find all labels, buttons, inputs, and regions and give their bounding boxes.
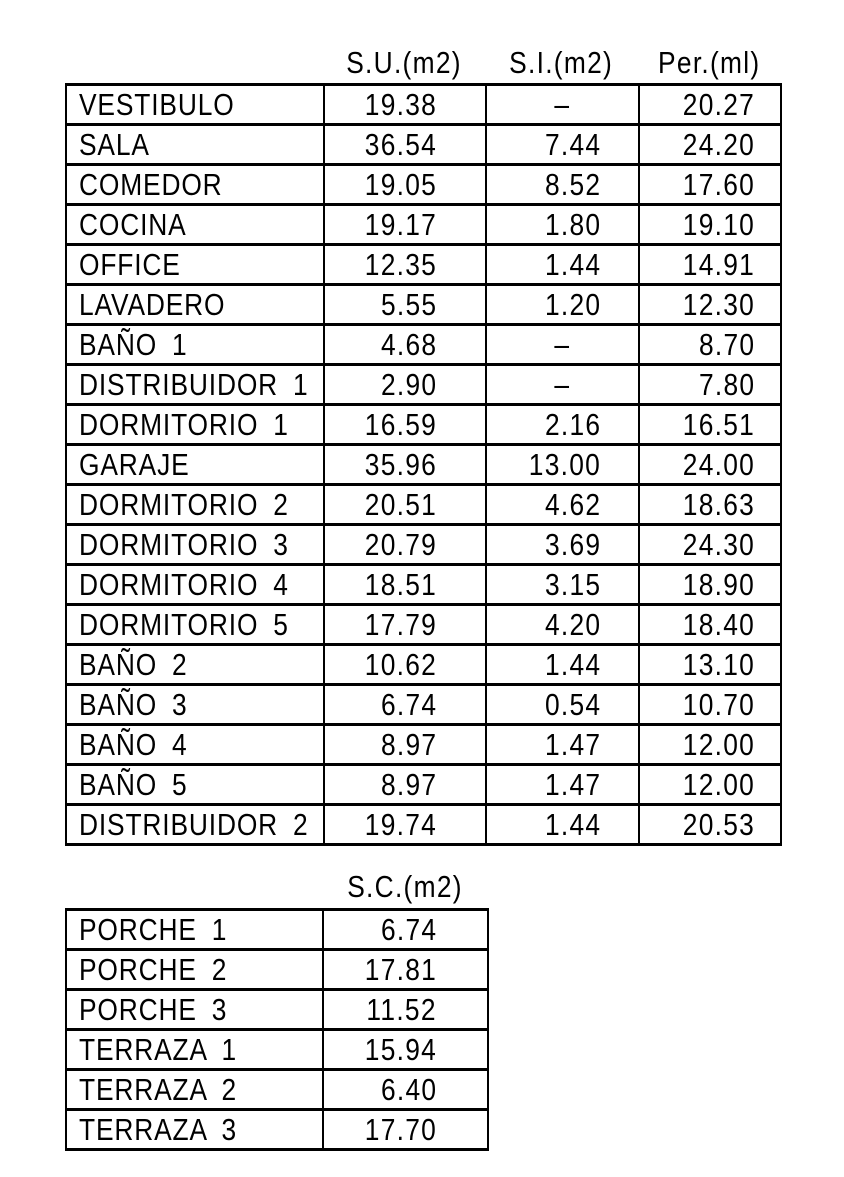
per-cell (639, 765, 781, 805)
cell-text: – (554, 327, 571, 362)
cell-text: BAÑO 5 (79, 767, 188, 802)
cell-text: 18.40 (682, 607, 755, 642)
room-name-cell (66, 525, 324, 565)
cell-text: DISTRIBUIDOR 1 (79, 367, 309, 402)
table-row (66, 125, 781, 165)
cell-text: 6.40 (380, 1072, 437, 1107)
room-name-cell (66, 205, 324, 245)
table-row (66, 950, 488, 990)
room-name-cell (66, 285, 324, 325)
si-cell (486, 365, 639, 405)
cell-text: 19.38 (364, 87, 437, 122)
cell-text: PORCHE 3 (79, 992, 228, 1027)
cell-text: 1.80 (544, 207, 601, 242)
sc-cell (323, 950, 488, 990)
su-cell (324, 365, 486, 405)
table-row (66, 605, 781, 645)
room-name-cell (66, 1070, 323, 1110)
room-areas-table (65, 83, 782, 846)
room-name-cell (66, 725, 324, 765)
si-cell (486, 405, 639, 445)
su-cell (324, 725, 486, 765)
room-name-cell (66, 990, 323, 1030)
cell-text: 12.35 (364, 247, 437, 282)
cell-text: 10.70 (682, 687, 755, 722)
cell-text: BAÑO 3 (79, 687, 188, 722)
cell-text: GARAJE (79, 447, 190, 482)
room-name-cell (66, 405, 324, 445)
header-text: S.U.(m2) (346, 45, 462, 80)
cell-text: – (554, 367, 571, 402)
cell-text: 1.47 (544, 727, 601, 762)
per-cell (639, 125, 781, 165)
room-name-cell (66, 445, 324, 485)
room-name-cell (66, 85, 324, 125)
table-row (66, 445, 781, 485)
cell-text: 18.90 (682, 567, 755, 602)
room-areas-section (65, 44, 782, 846)
sc-cell (323, 1030, 488, 1070)
si-cell (486, 805, 639, 845)
cell-text: 19.17 (364, 207, 437, 242)
sc-cell (323, 910, 488, 950)
si-cell (486, 245, 639, 285)
cell-text: 19.74 (364, 807, 437, 842)
cell-text: 13.10 (682, 647, 755, 682)
cell-text: BAÑO 1 (79, 327, 188, 362)
cell-text: 15.94 (364, 1032, 437, 1067)
sc-column-header (322, 868, 487, 908)
cell-text: 4.20 (544, 607, 601, 642)
cell-text: COCINA (79, 207, 187, 242)
exterior-areas-section (65, 868, 489, 1151)
room-name-cell (66, 645, 324, 685)
cell-text: OFFICE (79, 247, 181, 282)
cell-text: 17.70 (364, 1112, 437, 1147)
cell-text: DORMITORIO 2 (79, 487, 289, 522)
per-cell (639, 85, 781, 125)
table-row (66, 205, 781, 245)
table-row (66, 1030, 488, 1070)
table-row (66, 245, 781, 285)
table-row (66, 910, 488, 950)
exterior-areas-table (65, 908, 489, 1151)
su-cell (324, 685, 486, 725)
header-text: S.C.(m2) (346, 869, 463, 904)
cell-text: 1.47 (544, 767, 601, 802)
cell-text: DISTRIBUIDOR 2 (79, 807, 309, 842)
si-cell (486, 165, 639, 205)
room-name-cell (66, 605, 324, 645)
cell-text: 4.62 (544, 487, 601, 522)
si-cell (486, 565, 639, 605)
cell-text: 7.80 (698, 367, 755, 402)
table-row (66, 485, 781, 525)
per-cell (639, 725, 781, 765)
per-column-header (638, 44, 780, 83)
cell-text: SALA (79, 127, 150, 162)
su-cell (324, 165, 486, 205)
cell-text: 17.81 (364, 952, 437, 987)
cell-text: DORMITORIO 5 (79, 607, 289, 642)
cell-text: DORMITORIO 1 (79, 407, 289, 442)
per-cell (639, 605, 781, 645)
cell-text: 19.05 (364, 167, 437, 202)
exterior-areas-header-row (65, 868, 487, 908)
si-column-header (485, 44, 638, 83)
cell-text: 1.44 (544, 807, 601, 842)
room-name-cell (66, 685, 324, 725)
cell-text: 20.79 (364, 527, 437, 562)
per-cell (639, 405, 781, 445)
cell-text: 13.00 (528, 447, 601, 482)
cell-text: TERRAZA 2 (79, 1072, 237, 1107)
table-row (66, 645, 781, 685)
sc-cell (323, 1110, 488, 1150)
cell-text: VESTIBULO (79, 87, 235, 122)
su-cell (324, 485, 486, 525)
cell-text: 17.79 (364, 607, 437, 642)
cell-text: DORMITORIO 4 (79, 567, 289, 602)
room-name-cell (66, 365, 324, 405)
per-cell (639, 645, 781, 685)
cell-text: 1.44 (544, 247, 601, 282)
si-cell (486, 685, 639, 725)
table-row (66, 525, 781, 565)
cell-text: 17.60 (682, 167, 755, 202)
cell-text: DORMITORIO 3 (79, 527, 289, 562)
header-text: Per.(ml) (657, 45, 761, 80)
room-name-cell (66, 485, 324, 525)
su-column-header (323, 44, 485, 83)
si-cell (486, 125, 639, 165)
cell-text: 0.54 (544, 687, 601, 722)
su-cell (324, 525, 486, 565)
cell-text: 24.00 (682, 447, 755, 482)
per-cell (639, 805, 781, 845)
header-text: S.I.(m2) (509, 45, 614, 80)
room-name-cell (66, 1110, 323, 1150)
table-row (66, 325, 781, 365)
si-cell (486, 525, 639, 565)
cell-text: 7.44 (544, 127, 601, 162)
room-name-cell (66, 245, 324, 285)
si-cell (486, 205, 639, 245)
cell-text: PORCHE 2 (79, 952, 228, 987)
su-cell (324, 205, 486, 245)
su-cell (324, 765, 486, 805)
room-areas-header-row (65, 44, 780, 83)
per-cell (639, 525, 781, 565)
cell-text: 2.16 (544, 407, 601, 442)
cell-text: 20.53 (682, 807, 755, 842)
table-row (66, 405, 781, 445)
per-cell (639, 445, 781, 485)
cell-text: 24.20 (682, 127, 755, 162)
cell-text: LAVADERO (79, 287, 226, 322)
per-cell (639, 165, 781, 205)
room-name-cell (66, 1030, 323, 1070)
table-row (66, 685, 781, 725)
su-cell (324, 85, 486, 125)
table-row (66, 165, 781, 205)
cell-text: 36.54 (364, 127, 437, 162)
room-name-cell (66, 805, 324, 845)
si-cell (486, 485, 639, 525)
cell-text: 12.00 (682, 727, 755, 762)
room-name-cell (66, 165, 324, 205)
cell-text: PORCHE 1 (79, 912, 228, 947)
cell-text: 8.52 (544, 167, 601, 202)
room-name-cell (66, 910, 323, 950)
cell-text: 20.27 (682, 87, 755, 122)
table-row (66, 1070, 488, 1110)
su-cell (324, 245, 486, 285)
per-cell (639, 685, 781, 725)
cell-text: 2.90 (380, 367, 437, 402)
per-cell (639, 485, 781, 525)
per-cell (639, 325, 781, 365)
su-cell (324, 805, 486, 845)
cell-text: 19.10 (682, 207, 755, 242)
cell-text: 12.00 (682, 767, 755, 802)
cell-text: 1.20 (544, 287, 601, 322)
cell-text: 6.74 (380, 912, 437, 947)
cell-text: 10.62 (364, 647, 437, 682)
su-cell (324, 445, 486, 485)
cell-text: 6.74 (380, 687, 437, 722)
cell-text: COMEDOR (79, 167, 223, 202)
cell-text: 8.70 (698, 327, 755, 362)
table-row (66, 85, 781, 125)
table-row (66, 990, 488, 1030)
cell-text: 14.91 (682, 247, 755, 282)
cell-text: TERRAZA 1 (79, 1032, 237, 1067)
room-name-cell (66, 765, 324, 805)
room-name-cell (66, 565, 324, 605)
room-name-cell (66, 950, 323, 990)
per-cell (639, 565, 781, 605)
su-cell (324, 565, 486, 605)
per-cell (639, 365, 781, 405)
cell-text: 24.30 (682, 527, 755, 562)
su-cell (324, 285, 486, 325)
table-row (66, 805, 781, 845)
table-row (66, 565, 781, 605)
si-cell (486, 605, 639, 645)
table-row (66, 285, 781, 325)
cell-text: – (554, 87, 571, 122)
table-row (66, 365, 781, 405)
cell-text: 3.15 (544, 567, 601, 602)
su-cell (324, 605, 486, 645)
su-cell (324, 645, 486, 685)
cell-text: 5.55 (380, 287, 437, 322)
cell-text: 20.51 (364, 487, 437, 522)
cell-text: 18.63 (682, 487, 755, 522)
sc-cell (323, 990, 488, 1030)
si-cell (486, 645, 639, 685)
cell-text: 35.96 (364, 447, 437, 482)
table-row (66, 725, 781, 765)
room-name-cell (66, 325, 324, 365)
per-cell (639, 285, 781, 325)
cell-text: TERRAZA 3 (79, 1112, 237, 1147)
cell-text: 4.68 (380, 327, 437, 362)
per-cell (639, 245, 781, 285)
table-row (66, 1110, 488, 1150)
si-cell (486, 285, 639, 325)
si-cell (486, 325, 639, 365)
si-cell (486, 765, 639, 805)
su-cell (324, 325, 486, 365)
cell-text: BAÑO 2 (79, 647, 188, 682)
per-cell (639, 205, 781, 245)
cell-text: BAÑO 4 (79, 727, 188, 762)
su-cell (324, 405, 486, 445)
cell-text: 3.69 (544, 527, 601, 562)
room-name-cell (66, 125, 324, 165)
su-cell (324, 125, 486, 165)
cell-text: 8.97 (380, 767, 437, 802)
si-cell (486, 445, 639, 485)
cell-text: 1.44 (544, 647, 601, 682)
cell-text: 16.59 (364, 407, 437, 442)
cell-text: 8.97 (380, 727, 437, 762)
sc-cell (323, 1070, 488, 1110)
si-cell (486, 85, 639, 125)
cell-text: 12.30 (682, 287, 755, 322)
cell-text: 11.52 (366, 992, 437, 1027)
table-row (66, 765, 781, 805)
si-cell (486, 725, 639, 765)
cell-text: 18.51 (364, 567, 437, 602)
cell-text: 16.51 (682, 407, 755, 442)
